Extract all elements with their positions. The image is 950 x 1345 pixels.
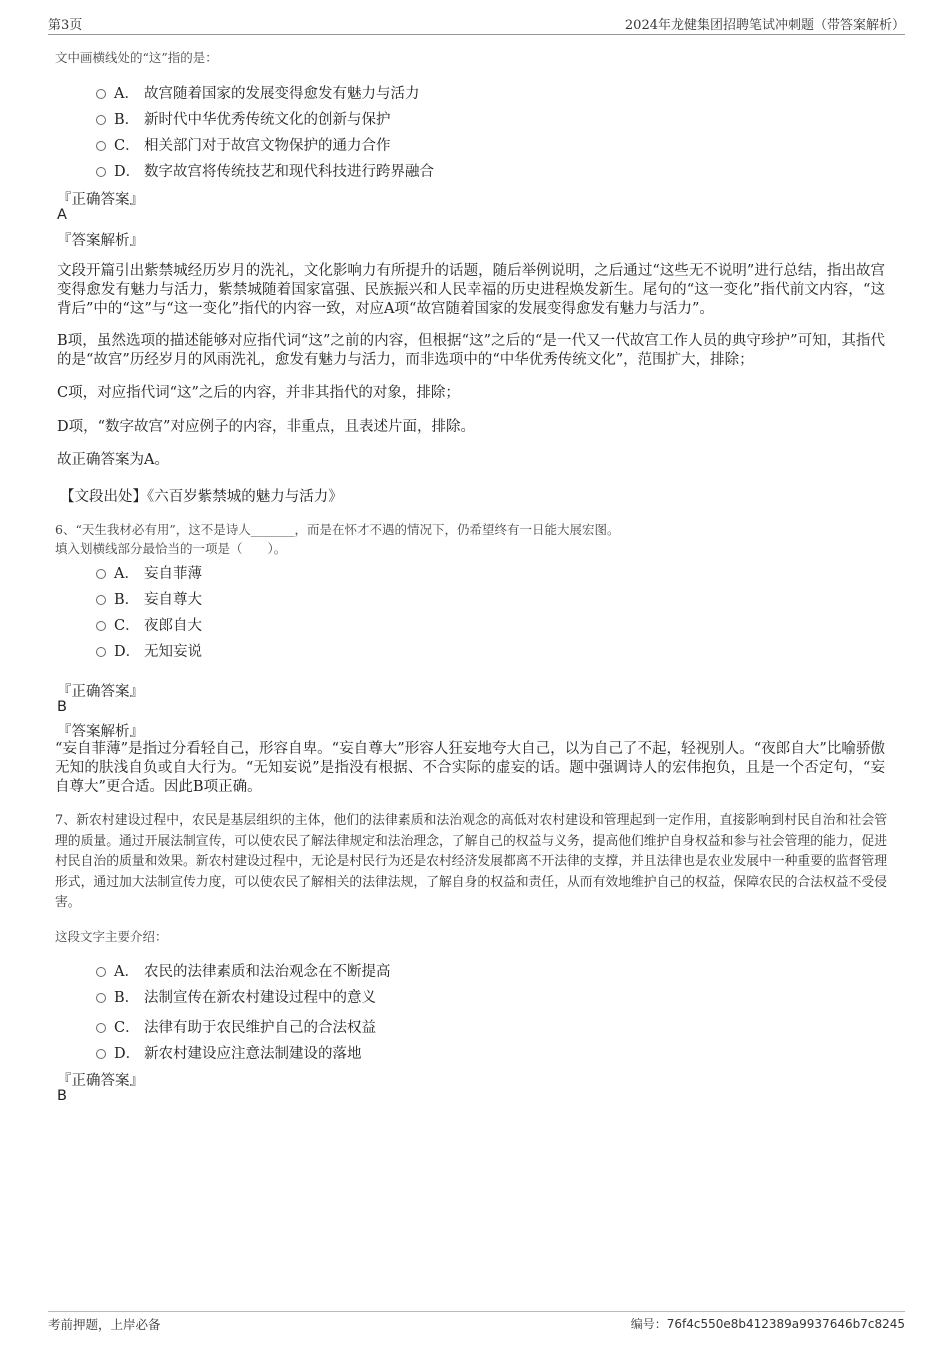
q7-answer-label: 『正确答案』 xyxy=(57,1073,144,1089)
option-letter: D． xyxy=(114,164,141,180)
option-text: 相关部门对于故宫文物保护的通力合作 xyxy=(144,138,391,154)
option-text: 妄自尊大 xyxy=(144,592,202,608)
q6-analysis-label: 『答案解析』 xyxy=(57,724,144,740)
q7-option-c[interactable] xyxy=(96,1016,376,1038)
option-text: 法律有助于农民维护自己的合法权益 xyxy=(144,1020,376,1036)
option-text: 新农村建设应注意法制建设的落地 xyxy=(144,1046,362,1062)
option-letter: C． xyxy=(114,138,140,154)
radio-icon[interactable] xyxy=(96,621,106,631)
option-letter: C． xyxy=(114,1020,140,1036)
q6-analysis: “妄自菲薄”是指过分看轻自己，形容自卑。“妄自尊大”形容人狂妄地夸大自己，以为自己了不起，轻视别人。“夜郎自大”比喻骄傲无知的肤浅自负或自大行为。“无知妄说”是指没有根据、不合实际的虚妄的话。题中强调诗人的宏伟抱负，且是一个否定句，“妄自尊大”更合适。因此B项正确。 xyxy=(55,741,885,795)
q5-source: 【文段出处】《六百岁紫禁城的魅力与活力》 xyxy=(60,489,343,505)
radio-icon[interactable] xyxy=(96,595,106,605)
option-letter: C． xyxy=(114,618,140,634)
option-letter: D． xyxy=(114,1046,141,1062)
option-letter: A． xyxy=(114,566,139,582)
q5-answer: A xyxy=(57,207,67,223)
option-text: 农民的法律素质和法治观念在不断提高 xyxy=(144,964,391,980)
q5-option-d[interactable] xyxy=(96,160,434,182)
option-text: 故宫随着国家的发展变得愈发有魅力与活力 xyxy=(144,86,420,102)
option-letter: B． xyxy=(114,112,140,128)
q7-option-a[interactable] xyxy=(96,960,391,982)
page-footer xyxy=(48,1311,905,1332)
option-letter: A． xyxy=(114,86,139,102)
q5-analysis-paragraph: B项，虽然选项的描述能够对应指代词“这”之前的内容，但根据“这”之后的“是一代又一代故宫工作人员的典守珍护”可知，其指代的是“故宫”历经岁月的风雨洗礼，愈发有魅力与活力，而非选项中的“中华优秀传统文化”，范围扩大，排除； xyxy=(57,333,885,368)
q6-option-a[interactable] xyxy=(96,562,202,584)
q5-analysis-label: 『答案解析』 xyxy=(57,233,144,249)
radio-icon[interactable] xyxy=(96,115,106,125)
option-text: 数字故宫将传统技艺和现代科技进行跨界融合 xyxy=(144,164,434,180)
q5-analysis-paragraph: D项，“数字故宫”对应例子的内容，非重点，且表述片面，排除。 xyxy=(57,419,475,435)
q6-option-d[interactable] xyxy=(96,640,202,662)
radio-icon[interactable] xyxy=(96,167,106,177)
page-header xyxy=(48,12,905,35)
q6-option-c[interactable] xyxy=(96,614,202,636)
q7-question: 这段文字主要介绍： xyxy=(55,929,168,944)
q5-answer-label: 『正确答案』 xyxy=(57,192,144,208)
radio-icon[interactable] xyxy=(96,569,106,579)
q5-option-c[interactable] xyxy=(96,134,391,156)
q5-stem: 文中画横线处的“这”指的是： xyxy=(55,50,218,65)
option-text: 无知妄说 xyxy=(144,644,202,660)
option-text: 法制宣传在新农村建设过程中的意义 xyxy=(144,990,376,1006)
radio-icon[interactable] xyxy=(96,993,106,1003)
option-text: 妄自菲薄 xyxy=(144,566,202,582)
radio-icon[interactable] xyxy=(96,1049,106,1059)
radio-icon[interactable] xyxy=(96,647,106,657)
q5-option-a[interactable] xyxy=(96,82,420,104)
q5-analysis-conclusion: 故正确答案为A。 xyxy=(57,452,169,468)
q6-answer: B xyxy=(57,699,67,715)
option-text: 夜郎自大 xyxy=(144,618,202,634)
q7-option-b[interactable] xyxy=(96,986,376,1008)
q6-stem: 6、“天生我材必有用”，这不是诗人_______，而是在怀才不遇的情况下，仍希望终有一日能大展宏图。 xyxy=(55,522,620,537)
q5-analysis-paragraph: C项，对应指代词“这”之后的内容，并非其指代的对象，排除； xyxy=(57,385,460,401)
q6-option-b[interactable] xyxy=(96,588,202,610)
q7-option-d[interactable] xyxy=(96,1042,362,1064)
option-letter: D． xyxy=(114,644,141,660)
option-text: 新时代中华优秀传统文化的创新与保护 xyxy=(144,112,391,128)
q7-stem: 7、新农村建设过程中，农民是基层组织的主体，他们的法律素质和法治观念的高低对农村建设和管理起到一定作用，直接影响到村民自治和社会管理的质量。通过开展法制宣传，可以使农民了解法律规定和法治理念，了解自己的权益与义务，提高他们维护自身权益和参与社会管理的能力，促进村民自治的质量和效果。新农村建设过程中，无论是村民行为还是农村经济发展都离不开法律的支撑，并且法律也是农业发展中一种重要的监督管理形式，通过加大法制宣传力度，可以使农民了解相关的法律法规，了解自身的权益和责任，从而有效地维护自己的权益，保障农民的合法权益不受侵害。 xyxy=(55,813,887,910)
footer-slogan: 考前押题，上岸必备 xyxy=(48,1317,161,1332)
q6-question: 填入划横线部分最恰当的一项是（ ）。 xyxy=(55,541,287,556)
option-letter: B． xyxy=(114,990,140,1006)
q6-answer-label: 『正确答案』 xyxy=(57,684,144,700)
radio-icon[interactable] xyxy=(96,141,106,151)
radio-icon[interactable] xyxy=(96,89,106,99)
q7-answer: B xyxy=(57,1088,67,1104)
q5-analysis-paragraph: 文段开篇引出紫禁城经历岁月的洗礼，文化影响力有所提升的话题，随后举例说明，之后通过“这些无不说明”进行总结，指出故宫变得愈发有魅力与活力，紫禁城随着国家富强、民族振兴和人民幸福的历史进程焕发新生。尾句的“这一变化”指代前文内容，“这背后”中的“这”与“这一变化”指代的内容一致，对应A项“故宫随着国家的发展变得愈发有魅力与活力”。 xyxy=(57,263,885,317)
page-number: 第3页 xyxy=(48,18,83,33)
option-letter: A． xyxy=(114,964,139,980)
radio-icon[interactable] xyxy=(96,967,106,977)
option-letter: B． xyxy=(114,592,140,608)
q5-option-b[interactable] xyxy=(96,108,391,130)
document-id: 编号：76f4c550e8b412389a9937646b7c8245 xyxy=(630,1317,905,1331)
radio-icon[interactable] xyxy=(96,1023,106,1033)
document-title: 2024年龙健集团招聘笔试冲刺题（带答案解析） xyxy=(624,18,905,33)
